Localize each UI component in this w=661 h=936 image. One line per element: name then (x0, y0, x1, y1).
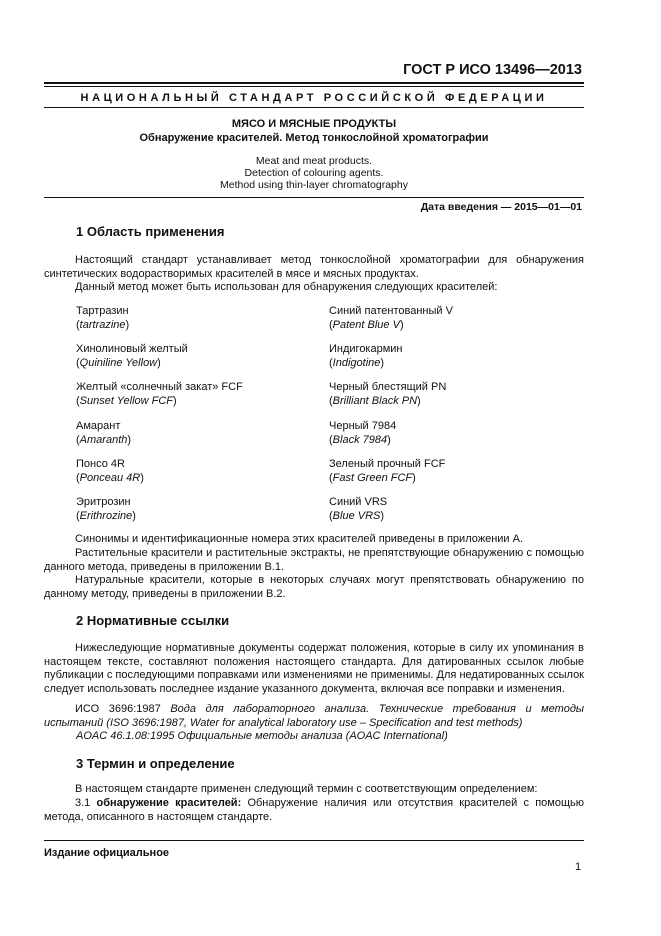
section2-heading: 2 Нормативные ссылки (76, 613, 230, 628)
title-en-line2: Detection of colouring agents. (244, 167, 384, 179)
top-rule-thick (44, 82, 584, 84)
dye-item: Хинолиновый желтый (Quiniline Yellow) (76, 343, 188, 369)
document-code: ГОСТ Р ИСО 13496—2013 (403, 62, 582, 78)
dye-item: Амарант (Amaranth) (76, 420, 132, 446)
date-rule (44, 197, 584, 198)
top-rule-thin (44, 86, 584, 87)
dye-item: Тартразин (tartrazine) (76, 305, 130, 331)
title-en-line3: Method using thin-layer chromatography (220, 179, 408, 191)
dye-item: Черный 7984 (Black 7984) (329, 420, 397, 446)
dye-item: Индигокармин (Indigotine) (329, 343, 403, 369)
section1-paragraph3: Синонимы и идентификационные номера этих красителей приведены в приложении А. (75, 533, 524, 545)
normative-reference-iso3696: ИСО 3696:1987 Вода для лабораторного анализа. Технические требования и методы испытаний (ISO 3696:1987, Water for analytical laboratory use – Specification and test methods) (44, 703, 584, 729)
title-ru-line2: Обнаружение красителей. Метод тонкослойной хроматографии (139, 132, 489, 144)
section1-heading: 1 Область применения (76, 224, 225, 239)
normative-reference-aoac: AOAC 46.1.08:1995 Официальные методы анализа (AOAC International) (76, 730, 448, 742)
dye-item: Черный блестящий PN (Brilliant Black PN) (329, 381, 447, 407)
page-number: 1 (575, 861, 582, 873)
title-ru-line1: МЯСО И МЯСНЫЕ ПРОДУКТЫ (231, 118, 397, 130)
dye-item: Зеленый прочный FCF (Fast Green FCF) (329, 458, 446, 484)
edition-label: Издание официальное (44, 847, 170, 859)
title-en-line1: Meat and meat products. (255, 155, 373, 167)
dye-item: Синий VRS (Blue VRS) (329, 496, 388, 522)
section3-heading: 3 Термин и определение (76, 756, 235, 771)
dye-item: Желтый «солнечный закат» FCF (Sunset Yellow FCF) (76, 381, 243, 407)
dye-item: Синий патентованный V (Patent Blue V) (329, 305, 453, 331)
dye-item: Понсо 4R (Ponceau 4R) (76, 458, 144, 484)
section2-paragraph1: Нижеследующие нормативные документы содержат положения, которые в силу их упоминания в настоящем тексте, составляют положения настоящего стандарта. Для датированных ссылок любые публикации с последующими поправками или изменениями не применимы. Для недатированных ссылок следует использовать последнее издание указанного документа, включая все поправки и изменения. (44, 642, 584, 695)
term-definition: 3.1 обнаружение красителей: Обнаружение наличия или отсутствия красителей с помощью метода, описанного в настоящем стандарте. (44, 797, 584, 823)
section1-paragraph2: Данный метод может быть использован для обнаружения следующих красителей: (75, 281, 498, 293)
section1-paragraph5: Натуральные красители, которые в некоторых случаях могут препятствовать обнаружению по данному методу, приведены в приложении В.2. (44, 574, 584, 600)
national-standard-banner: НАЦИОНАЛЬНЫЙ СТАНДАРТ РОССИЙСКОЙ ФЕДЕРАЦИИ (80, 92, 548, 104)
section3-paragraph1: В настоящем стандарте применен следующий термин с соответствующим определением: (75, 783, 538, 795)
dye-item: Эритрозин (Erithrozine) (76, 496, 136, 522)
footer-rule (44, 840, 584, 841)
section1-paragraph1: Настоящий стандарт устанавливает метод тонкослойной хроматографии для обнаружения синтетических водорастворимых красителей в мясе и мясных продуктах. (44, 254, 584, 280)
banner-rule (44, 107, 584, 108)
section1-paragraph4: Растительные красители и растительные экстракты, не препятствующие обнаружению с помощью данного метода, приведены в приложении В.1. (44, 547, 584, 573)
introduction-date: Дата введения — 2015—01—01 (420, 201, 582, 213)
